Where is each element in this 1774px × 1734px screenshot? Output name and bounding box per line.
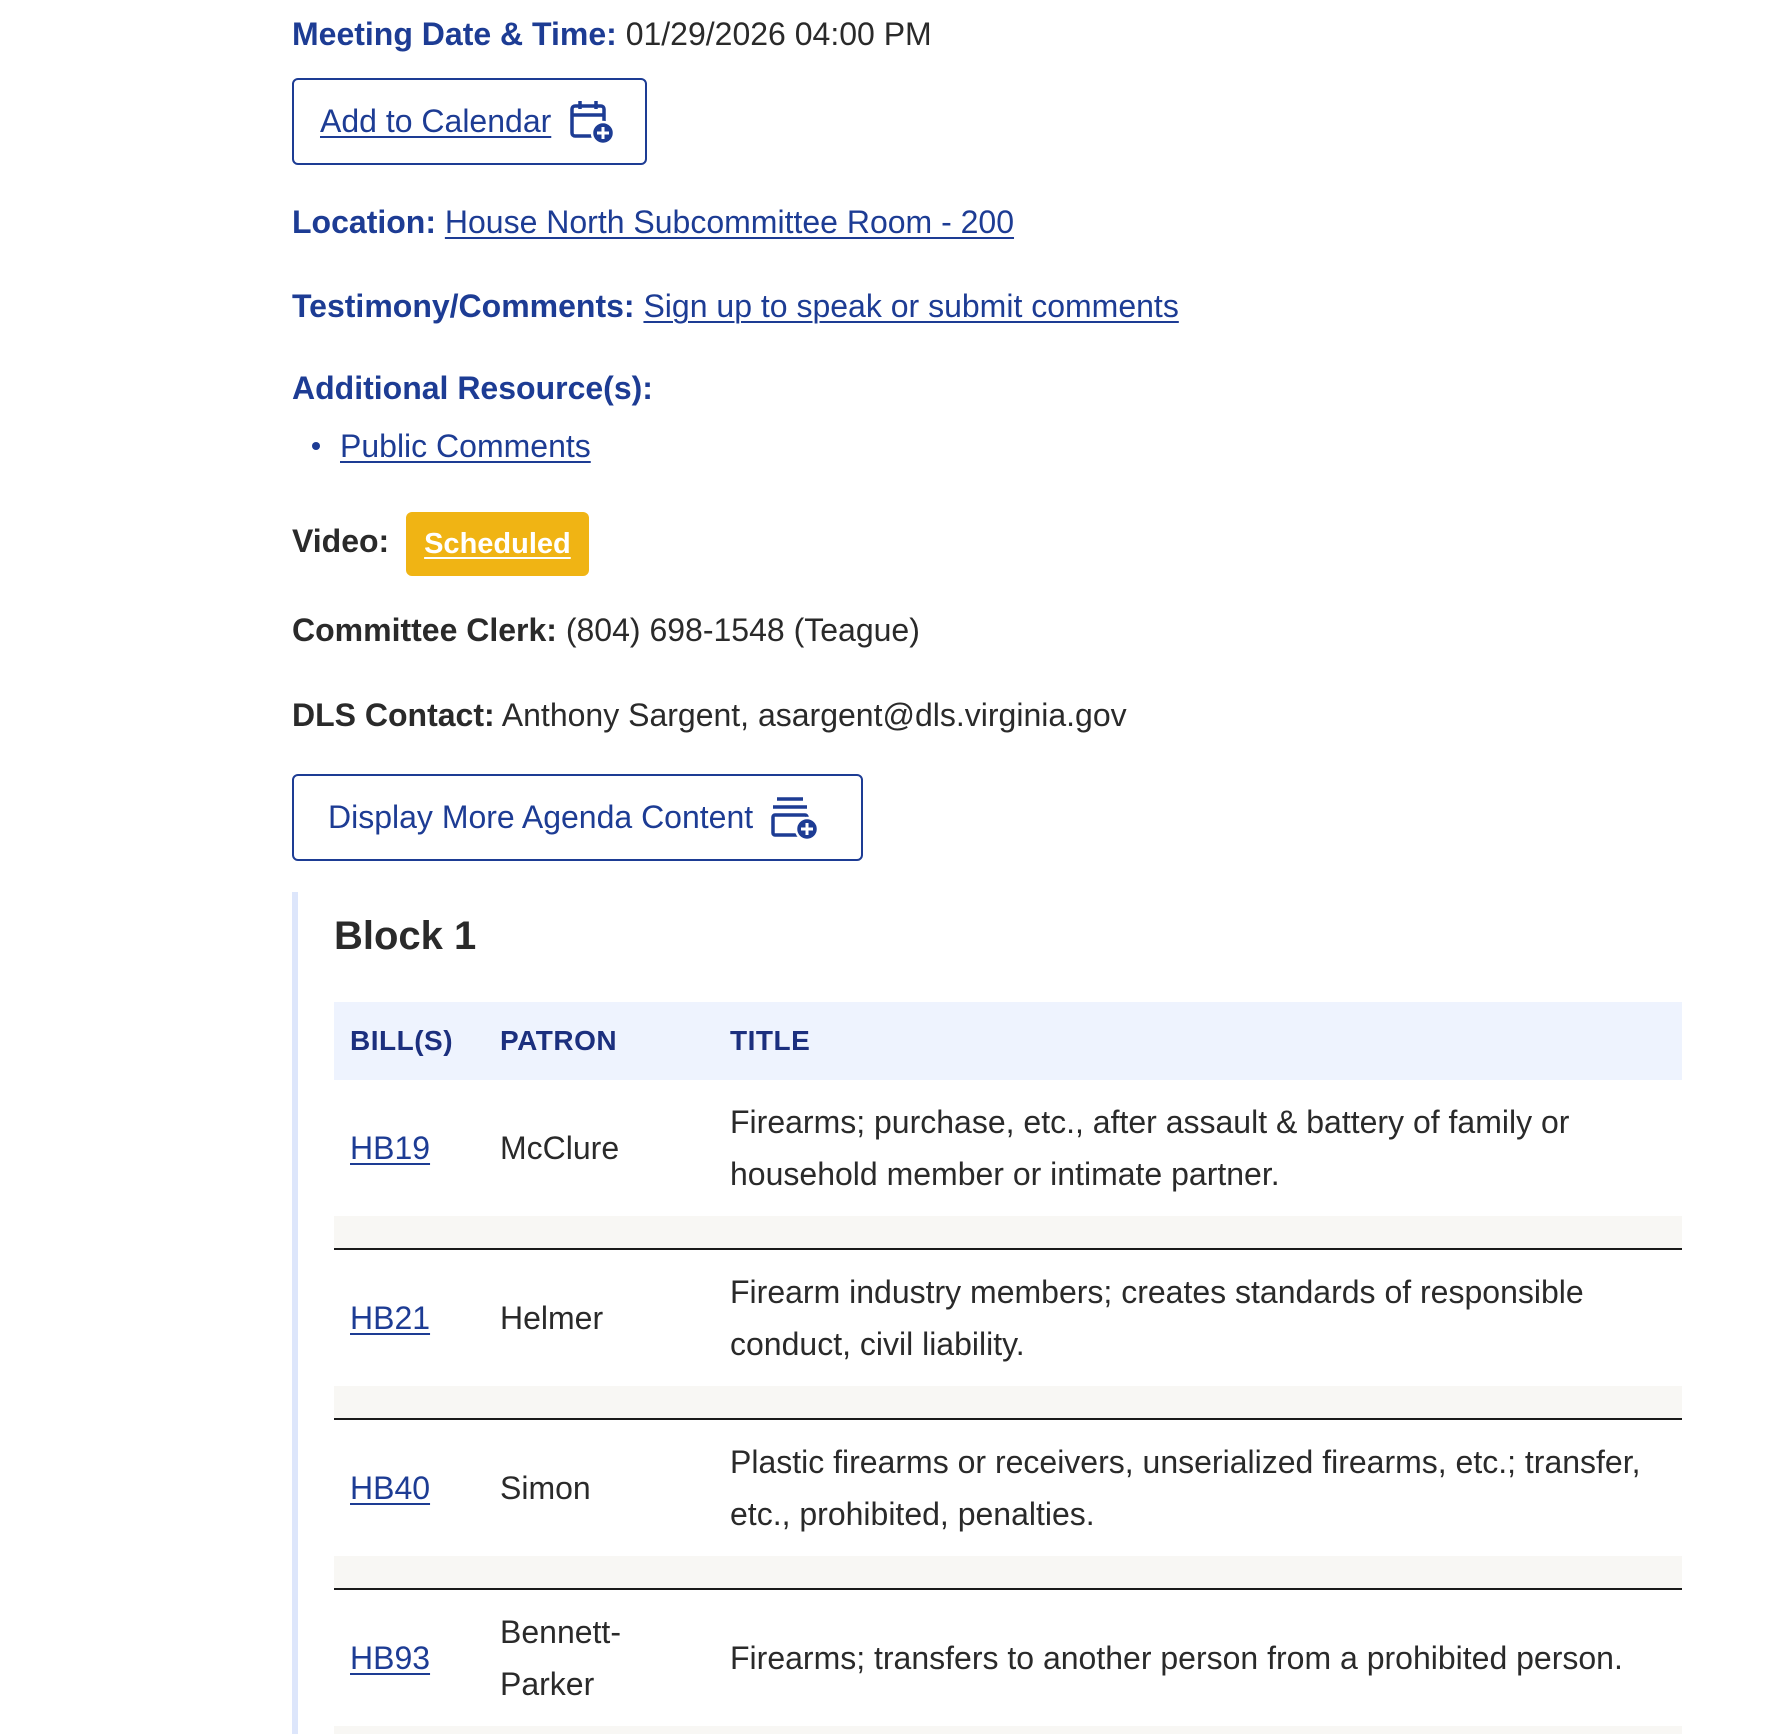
add-to-calendar-button[interactable]: [292, 78, 647, 165]
display-more-agenda-button[interactable]: [292, 774, 863, 861]
testimony-row: [292, 286, 1179, 326]
meeting-date-value: 01/29/2026 04:00 PM: [625, 16, 932, 52]
header-patron: PATRON: [484, 1002, 714, 1080]
patron-cell: McClure: [500, 1130, 620, 1166]
sign-up-to-speak-link[interactable]: Sign up to speak or submit comments: [643, 288, 1179, 324]
testimony-label: Testimony/Comments:: [292, 288, 635, 324]
clerk-label: Committee Clerk:: [292, 612, 557, 648]
calendar-plus-icon: [569, 99, 615, 145]
clerk-value: (804) 698-1548 (Teague): [565, 612, 920, 648]
video-status-badge[interactable]: Scheduled: [406, 512, 589, 576]
title-cell: Plastic firearms or receivers, unserialized firearms, etc.; transfer, etc., prohibited, penalties.: [730, 1444, 1641, 1532]
bill-link[interactable]: HB21: [350, 1300, 431, 1336]
list-item: [292, 426, 591, 466]
header-title: TITLE: [714, 1002, 1682, 1080]
row-divider: [334, 1216, 1682, 1249]
title-cell: Firearms; purchase, etc., after assault & battery of family or household member or intimate partner.: [730, 1104, 1570, 1192]
location-link[interactable]: House North Subcommittee Room - 200: [444, 204, 1015, 240]
public-comments-link[interactable]: Public Comments: [340, 428, 591, 464]
display-more-agenda-label: Display More Agenda Content: [328, 799, 754, 835]
table-row: [334, 1249, 1682, 1386]
dls-contact-row: [292, 695, 1127, 735]
agenda-table: [334, 1002, 1682, 1734]
bill-link[interactable]: HB19: [350, 1130, 431, 1166]
add-to-calendar-label[interactable]: Add to Calendar: [320, 103, 552, 139]
row-divider: [334, 1726, 1682, 1734]
table-row: [334, 1080, 1682, 1216]
resources-label: Additional Resource(s):: [292, 370, 653, 406]
patron-cell: Helmer: [500, 1300, 604, 1336]
row-divider: [334, 1556, 1682, 1589]
location-row: [292, 202, 1014, 242]
bill-link[interactable]: HB93: [350, 1640, 431, 1676]
resources-list: [292, 426, 591, 466]
meeting-date-label: Meeting Date & Time:: [292, 16, 617, 52]
patron-cell: Simon: [500, 1470, 591, 1506]
table-header-row: [334, 1002, 1682, 1080]
header-bills: BILL(S): [334, 1002, 484, 1080]
bullet-icon: [312, 442, 320, 450]
dls-contact-label: DLS Contact:: [292, 697, 495, 733]
agenda-block: [292, 892, 1682, 1734]
block-title: Block 1: [334, 914, 477, 958]
video-row: [292, 509, 589, 576]
bill-link[interactable]: HB40: [350, 1470, 431, 1506]
clerk-row: [292, 610, 920, 650]
table-row: [334, 1419, 1682, 1556]
meeting-date-row: [292, 14, 932, 54]
title-cell: Firearms; transfers to another person from a prohibited person.: [730, 1640, 1623, 1676]
video-label: Video:: [292, 523, 390, 559]
table-row: [334, 1589, 1682, 1726]
location-label: Location:: [292, 204, 436, 240]
dls-contact-value: Anthony Sargent, asargent@dls.virginia.gov: [501, 697, 1127, 733]
list-plus-icon: [771, 795, 819, 841]
row-divider: [334, 1386, 1682, 1419]
patron-cell: Bennett-Parker: [500, 1614, 621, 1702]
title-cell: Firearm industry members; creates standards of responsible conduct, civil liability.: [730, 1274, 1584, 1362]
resources-row: [292, 368, 653, 408]
